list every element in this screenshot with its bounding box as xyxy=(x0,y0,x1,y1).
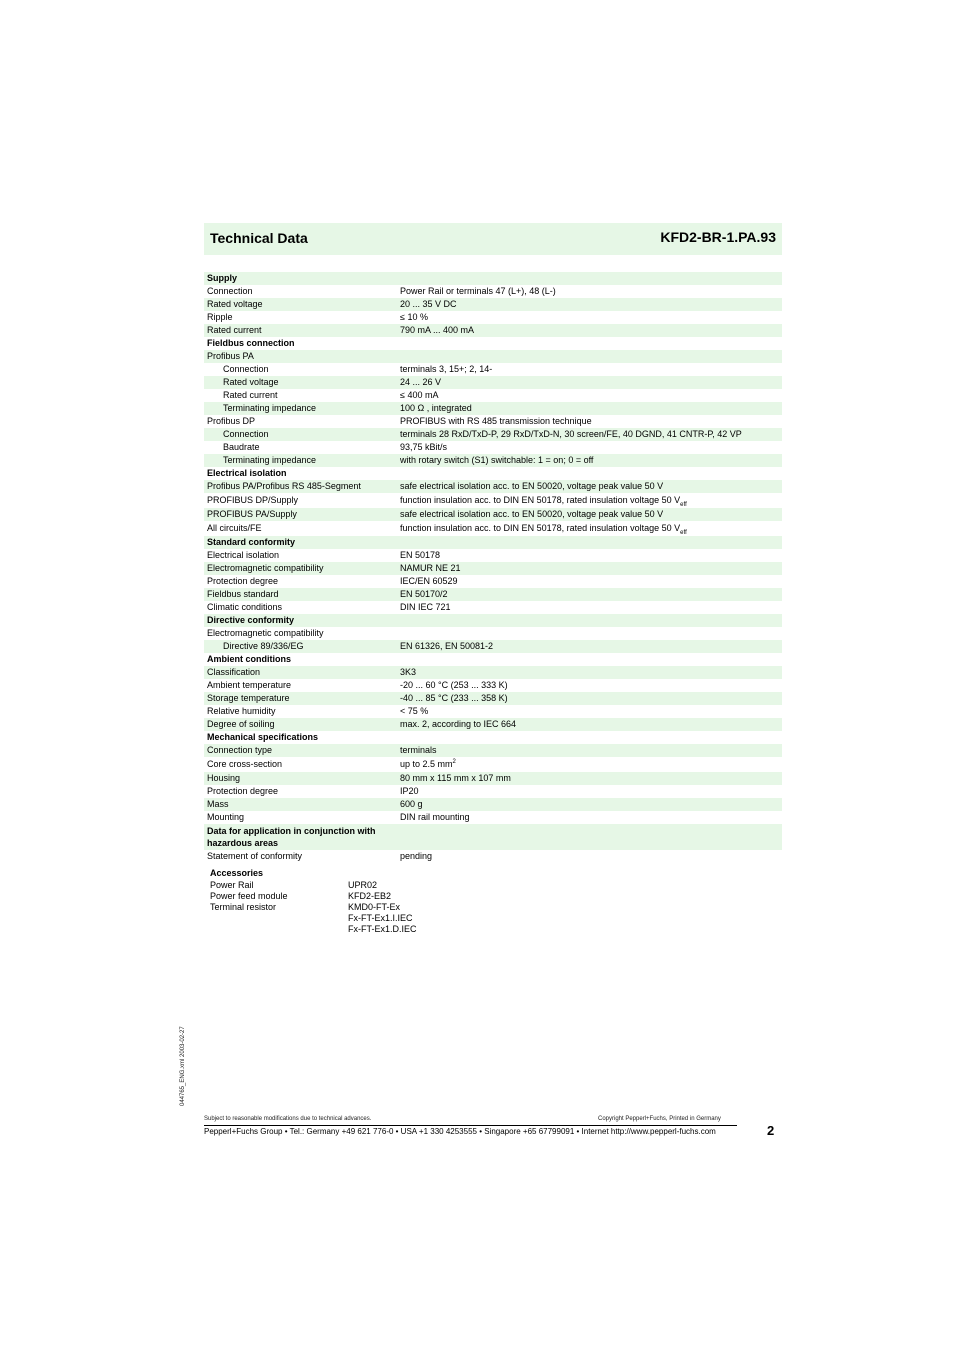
spec-value-text: function insulation acc. to DIN EN 50178, rated insulation voltage 50 V xyxy=(400,495,681,505)
spec-label: Rated voltage xyxy=(223,377,279,387)
spec-value xyxy=(400,549,440,562)
spec-label: Classification xyxy=(207,667,261,677)
spec-row xyxy=(204,785,782,798)
spec-value xyxy=(400,285,556,298)
spec-value xyxy=(400,441,447,454)
spec-value-text: with rotary switch (S1) switchable: 1 = on; 0 = off xyxy=(400,455,594,465)
spec-row xyxy=(204,311,782,324)
spec-value-text: terminals 3, 15+; 2, 14- xyxy=(400,364,493,374)
spec-value-text: function insulation acc. to DIN EN 50178, rated insulation voltage 50 V xyxy=(400,523,681,533)
spec-value-text: 93,75 kBit/s xyxy=(400,442,448,452)
spec-value xyxy=(400,389,438,402)
spec-row xyxy=(204,588,782,601)
spec-value-text: 3K3 xyxy=(400,667,417,677)
section-heading-row xyxy=(204,653,782,666)
spec-label: Protection degree xyxy=(207,576,279,586)
spec-label: Profibus PA/Profibus RS 485-Segment xyxy=(207,481,361,491)
spec-row xyxy=(204,679,782,692)
section-heading: Mechanical specifications xyxy=(207,732,319,742)
footer-copyright: Copyright Pepperl+Fuchs, Printed in Germany xyxy=(598,1116,721,1122)
spec-row xyxy=(204,718,782,731)
section-heading: Standard conformity xyxy=(207,537,296,547)
spec-value xyxy=(400,744,437,757)
spec-value-text: EN 50178 xyxy=(400,550,441,560)
spec-label: Core cross-section xyxy=(207,759,283,769)
section-heading-row xyxy=(204,536,782,549)
spec-value-text: 790 mA ... 400 mA xyxy=(400,325,475,335)
spec-value xyxy=(400,705,428,718)
spec-row xyxy=(204,441,782,454)
section-heading-row xyxy=(204,467,782,480)
spec-row xyxy=(204,285,782,298)
spec-value xyxy=(400,811,470,824)
spec-row xyxy=(204,575,782,588)
spec-value-text: NAMUR NE 21 xyxy=(400,563,461,573)
spec-value-text: terminals xyxy=(400,745,437,755)
spec-row xyxy=(204,350,782,363)
spec-value-text: IP20 xyxy=(400,786,419,796)
spec-label: Terminating impedance xyxy=(223,403,317,413)
header-bar xyxy=(204,223,782,255)
spec-value-text: DIN rail mounting xyxy=(400,812,470,822)
spec-value-text: safe electrical isolation acc. to EN 50020, voltage peak value 50 V xyxy=(400,509,664,519)
spec-label: Directive 89/336/EG xyxy=(223,641,304,651)
spec-row xyxy=(204,772,782,785)
spec-value xyxy=(400,850,432,863)
spec-label: Mass xyxy=(207,799,229,809)
spec-value xyxy=(400,415,592,428)
model-number: KFD2-BR-1.PA.93 xyxy=(660,229,776,245)
spec-value xyxy=(400,785,419,798)
spec-row xyxy=(204,415,782,428)
accessory-part: UPR02 xyxy=(348,880,378,890)
spec-row xyxy=(204,298,782,311)
spec-value xyxy=(400,402,472,415)
page-title: Technical Data xyxy=(210,230,308,246)
spec-value-text: up to 2.5 mm xyxy=(400,759,453,769)
spec-value xyxy=(400,798,423,811)
spec-value xyxy=(400,428,742,441)
spec-value-text: ≤ 400 mA xyxy=(400,390,439,400)
footer-divider xyxy=(204,1125,737,1126)
spec-value xyxy=(400,480,663,493)
spec-label: PROFIBUS PA/Supply xyxy=(207,509,297,519)
spec-value-text: DIN IEC 721 xyxy=(400,602,451,612)
spec-row xyxy=(204,480,782,493)
spec-label: Mounting xyxy=(207,812,245,822)
section-heading-row xyxy=(204,824,782,850)
spec-value xyxy=(400,324,474,337)
spec-value-text: IEC/EN 60529 xyxy=(400,576,458,586)
spec-value-text: max. 2, according to IEC 664 xyxy=(400,719,517,729)
spec-value-text: 80 mm x 115 mm x 107 mm xyxy=(400,773,511,783)
section-heading: Electrical isolation xyxy=(207,468,287,478)
spec-row xyxy=(204,627,782,640)
spec-row xyxy=(204,601,782,614)
spec-value-text: Power Rail or terminals 47 (L+), 48 (L-) xyxy=(400,286,556,296)
accessory-name: Power feed module xyxy=(210,891,288,901)
accessory-name: Terminal resistor xyxy=(210,902,277,912)
spec-row xyxy=(204,562,782,575)
section-heading-row xyxy=(204,272,782,285)
spec-value xyxy=(400,640,493,653)
spec-row xyxy=(204,363,782,376)
spec-value xyxy=(400,772,511,785)
spec-value-text: -20 ... 60 °C (253 ... 333 K) xyxy=(400,680,508,690)
spec-value-text: PROFIBUS with RS 485 transmission technique xyxy=(400,416,592,426)
spec-label: Profibus DP xyxy=(207,416,256,426)
spec-label: Ambient temperature xyxy=(207,680,292,690)
spec-value-text: 20 ... 35 V DC xyxy=(400,299,457,309)
section-heading-row xyxy=(204,337,782,350)
accessory-line xyxy=(210,880,378,891)
spec-label: Connection type xyxy=(207,745,273,755)
spec-label: Electrical isolation xyxy=(207,550,280,560)
spec-row xyxy=(204,744,782,757)
spec-value xyxy=(400,666,416,679)
accessory-part: KMD0-FT-Ex xyxy=(348,902,401,912)
spec-label: Connection xyxy=(223,364,269,374)
spec-row xyxy=(204,493,782,508)
spec-row xyxy=(204,521,782,536)
spec-label: Connection xyxy=(223,429,269,439)
spec-label: Electromagnetic compatibility xyxy=(207,563,324,573)
spec-label: Profibus PA xyxy=(207,351,254,361)
section-heading-row xyxy=(204,731,782,744)
spec-value xyxy=(400,588,448,601)
spec-value xyxy=(400,679,508,692)
spec-label: Rated current xyxy=(207,325,262,335)
spec-row xyxy=(204,692,782,705)
spec-value xyxy=(400,758,456,771)
spec-value-text: terminals 28 RxD/TxD-P, 29 RxD/TxD-N, 30 screen/FE, 40 DGND, 41 CNTR-P, 42 VP xyxy=(400,429,742,439)
spec-row xyxy=(204,757,782,772)
spec-value-text: ≤ 10 % xyxy=(400,312,428,322)
spec-row xyxy=(204,811,782,824)
spec-value xyxy=(400,494,687,507)
spec-row xyxy=(204,389,782,402)
spec-value-text: safe electrical isolation acc. to EN 50020, voltage peak value 50 V xyxy=(400,481,664,491)
spec-label: Degree of soiling xyxy=(207,719,275,729)
spec-value-text: EN 61326, EN 50081-2 xyxy=(400,641,494,651)
spec-label: Housing xyxy=(207,773,241,783)
spec-value xyxy=(400,298,457,311)
document-id: 044765_ENG.xml 2003-02-27 xyxy=(180,1026,186,1106)
spec-value-text: < 75 % xyxy=(400,706,429,716)
section-heading-row xyxy=(204,614,782,627)
spec-value-text: pending xyxy=(400,851,433,861)
section-heading: Ambient conditions xyxy=(207,654,291,664)
spec-label: All circuits/FE xyxy=(207,523,262,533)
subscript: eff xyxy=(680,529,687,536)
spec-label: PROFIBUS DP/Supply xyxy=(207,495,299,505)
section-heading: Supply xyxy=(207,273,238,283)
spec-value xyxy=(400,522,687,535)
spec-label: Terminating impedance xyxy=(223,455,317,465)
accessory-part: KFD2-EB2 xyxy=(348,891,392,901)
spec-value xyxy=(400,454,593,467)
spec-label: Baudrate xyxy=(223,442,260,452)
spec-label: Protection degree xyxy=(207,786,279,796)
spec-row xyxy=(204,376,782,389)
spec-label: Relative humidity xyxy=(207,706,276,716)
spec-row xyxy=(204,402,782,415)
spec-row xyxy=(204,454,782,467)
spec-row xyxy=(204,666,782,679)
subscript: eff xyxy=(680,501,687,508)
spec-value xyxy=(400,692,508,705)
spec-label: Fieldbus standard xyxy=(207,589,279,599)
spec-value xyxy=(400,508,663,521)
accessory-line xyxy=(210,924,417,935)
spec-value-text: 24 ... 26 V xyxy=(400,377,442,387)
footer-address: Pepperl+Fuchs Group • Tel.: Germany +49 621 776-0 • USA +1 330 4253555 • Singapore +65 67799091 • Internet http://www.pepperl-fuchs.com xyxy=(204,1127,716,1136)
page-number: 2 xyxy=(767,1123,775,1138)
spec-row xyxy=(204,798,782,811)
spec-row xyxy=(204,428,782,441)
superscript: 2 xyxy=(452,759,456,765)
accessory-part: Fx-FT-Ex1.D.IEC xyxy=(348,924,417,934)
spec-value xyxy=(400,363,492,376)
spec-value-text: 600 g xyxy=(400,799,423,809)
footer-note: Subject to reasonable modifications due to technical advances. xyxy=(204,1116,372,1122)
spec-label: Rated voltage xyxy=(207,299,263,309)
accessories-section xyxy=(210,868,417,935)
spec-label: Statement of conformity xyxy=(207,851,303,861)
accessory-line xyxy=(210,902,401,913)
spec-value xyxy=(400,718,516,731)
section-heading: Directive conformity xyxy=(207,615,295,625)
spec-row xyxy=(204,324,782,337)
spec-label: Electromagnetic compatibility xyxy=(207,628,324,638)
spec-value xyxy=(400,562,461,575)
spec-value xyxy=(400,575,458,588)
spec-row xyxy=(204,549,782,562)
spec-value xyxy=(400,601,451,614)
spec-row xyxy=(204,850,782,863)
accessory-name: Power Rail xyxy=(210,880,254,890)
spec-label: Climatic conditions xyxy=(207,602,283,612)
spec-label: Rated current xyxy=(223,390,278,400)
spec-row xyxy=(204,705,782,718)
spec-value-text: -40 ... 85 °C (233 ... 358 K) xyxy=(400,693,508,703)
accessory-line xyxy=(210,891,392,902)
section-heading: Data for application in conjunction with hazardous areas xyxy=(207,826,376,848)
spec-value-text: 100 Ω , integrated xyxy=(400,403,472,413)
spec-label: Storage temperature xyxy=(207,693,290,703)
spec-label: Connection xyxy=(207,286,253,296)
spec-row xyxy=(204,508,782,521)
spec-value xyxy=(400,376,441,389)
accessories-title: Accessories xyxy=(210,868,264,878)
spec-value-text: EN 50170/2 xyxy=(400,589,448,599)
section-heading: Fieldbus connection xyxy=(207,338,295,348)
spec-row xyxy=(204,640,782,653)
spec-value xyxy=(400,311,428,324)
spec-label: Ripple xyxy=(207,312,233,322)
accessory-line xyxy=(210,913,413,924)
accessory-part: Fx-FT-Ex1.I.IEC xyxy=(348,913,413,923)
spec-table xyxy=(204,272,782,863)
